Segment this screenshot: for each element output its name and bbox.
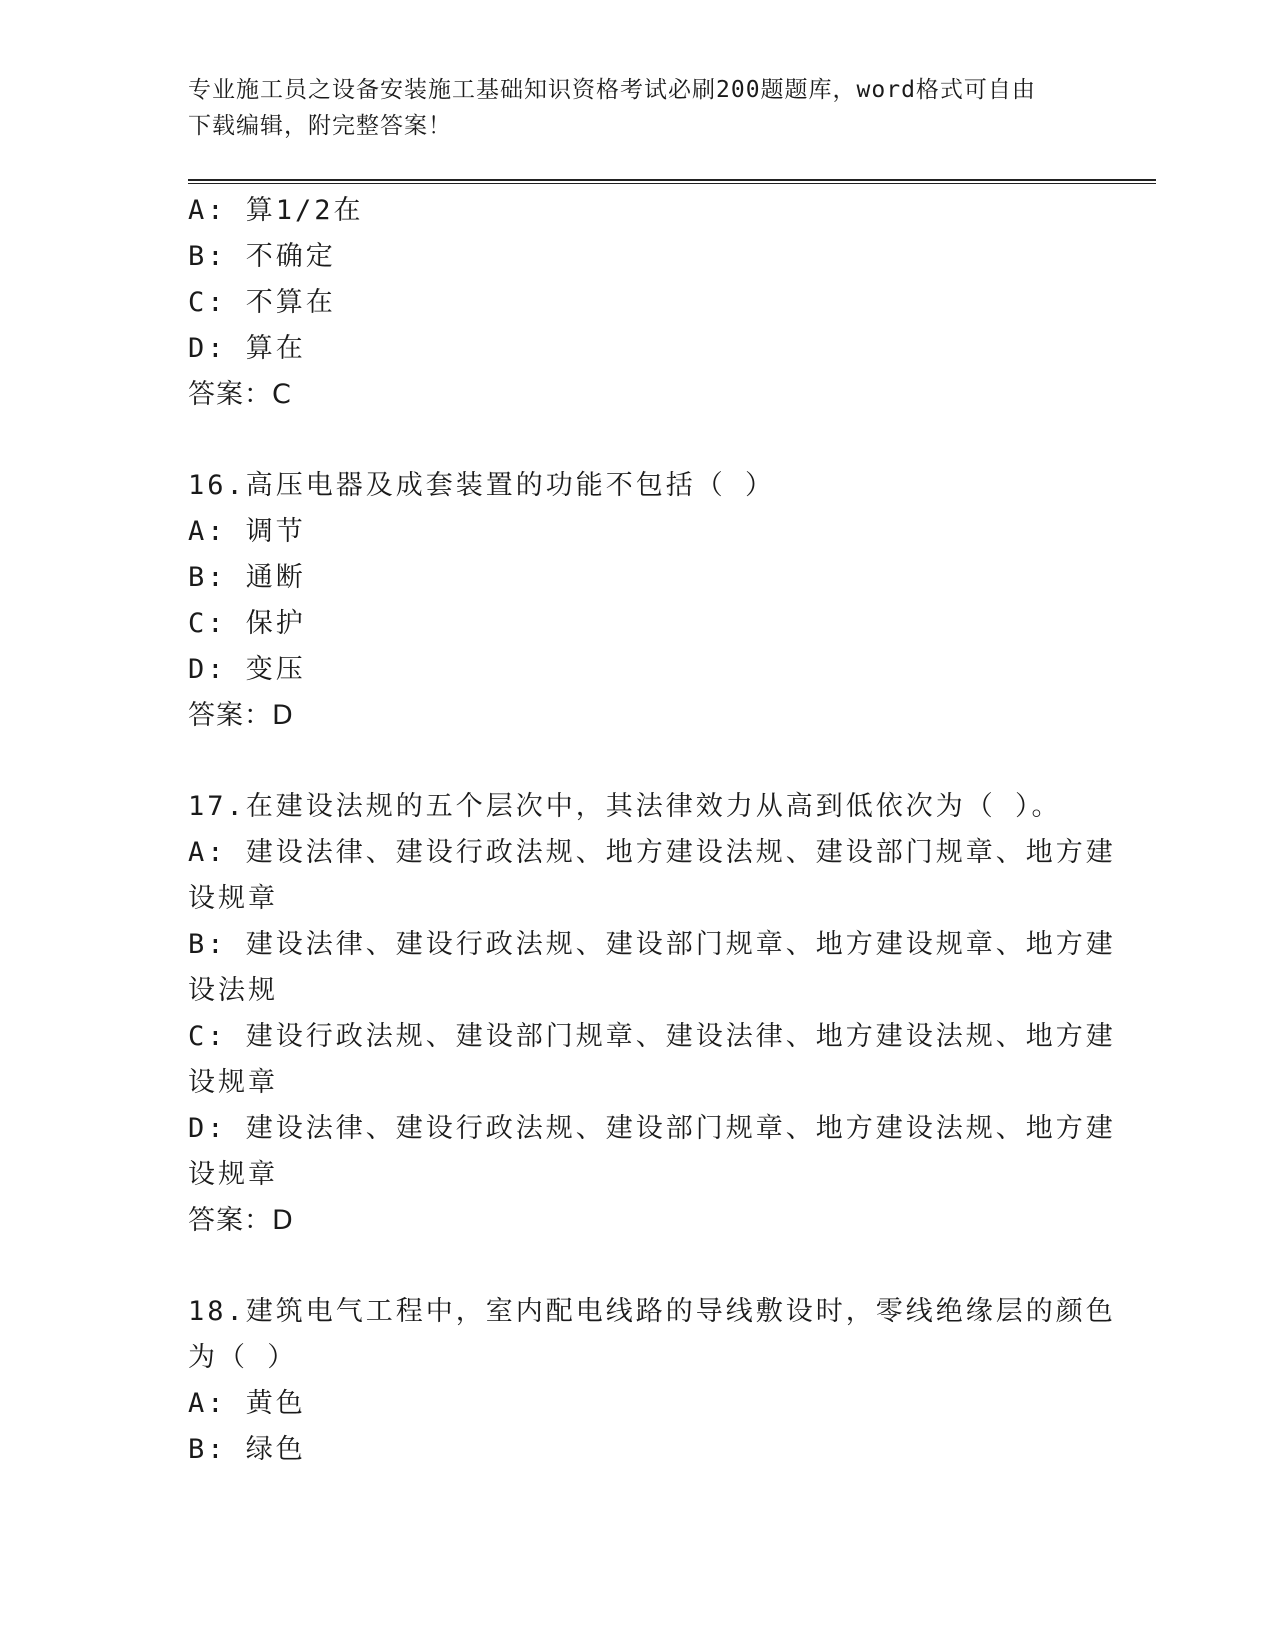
option-b: B: 通断 (188, 562, 306, 593)
question-list (188, 188, 1116, 1473)
question-15-partial (188, 188, 1088, 418)
document-header (188, 72, 1068, 144)
option-b-line-1: B: 建设法律、建设行政法规、建设部门规章、地方建设规章、地方建 (188, 929, 1116, 960)
spacer (188, 739, 1088, 784)
question-text-line-1: 18.建筑电气工程中，室内配电线路的导线敷设时，零线绝缘层的颜色 (188, 1296, 1116, 1327)
header-divider (188, 179, 1156, 184)
option-c: C: 保护 (188, 608, 306, 639)
option-b-line-2: 设法规 (188, 975, 278, 1006)
answer: 答案：C (188, 379, 292, 410)
question-18 (188, 1289, 1116, 1473)
option-c: C: 不算在 (188, 287, 336, 318)
answer: 答案：D (188, 700, 294, 731)
answer: 答案：D (188, 1205, 294, 1236)
question-16 (188, 463, 1088, 739)
question-text: 17.在建设法规的五个层次中，其法律效力从高到低依次为（ ）。 (188, 791, 1062, 822)
option-a-line-1: A: 建设法律、建设行政法规、地方建设法规、建设部门规章、地方建 (188, 837, 1116, 868)
option-d-line-2: 设规章 (188, 1159, 278, 1190)
option-d: D: 变压 (188, 654, 306, 685)
option-c-line-2: 设规章 (188, 1067, 278, 1098)
option-d: D: 算在 (188, 333, 306, 364)
option-b: B: 不确定 (188, 241, 336, 272)
header-line-1: 专业施工员之设备安装施工基础知识资格考试必刷200题题库，word格式可自由 (188, 77, 1036, 103)
option-a-line-2: 设规章 (188, 883, 278, 914)
spacer (188, 418, 1088, 463)
question-17 (188, 784, 1116, 1244)
spacer (188, 1244, 1088, 1289)
question-text: 16.高压电器及成套装置的功能不包括（ ） (188, 470, 776, 501)
option-b: B: 绿色 (188, 1434, 306, 1465)
option-a: A: 黄色 (188, 1388, 306, 1419)
option-a: A: 调节 (188, 516, 306, 547)
option-d-line-1: D: 建设法律、建设行政法规、建设部门规章、地方建设法规、地方建 (188, 1113, 1116, 1144)
question-text-line-2: 为（ ） (188, 1342, 298, 1373)
header-line-2: 下载编辑，附完整答案！ (188, 113, 452, 139)
option-c-line-1: C: 建设行政法规、建设部门规章、建设法律、地方建设法规、地方建 (188, 1021, 1116, 1052)
option-a: A: 算1/2在 (188, 195, 364, 226)
